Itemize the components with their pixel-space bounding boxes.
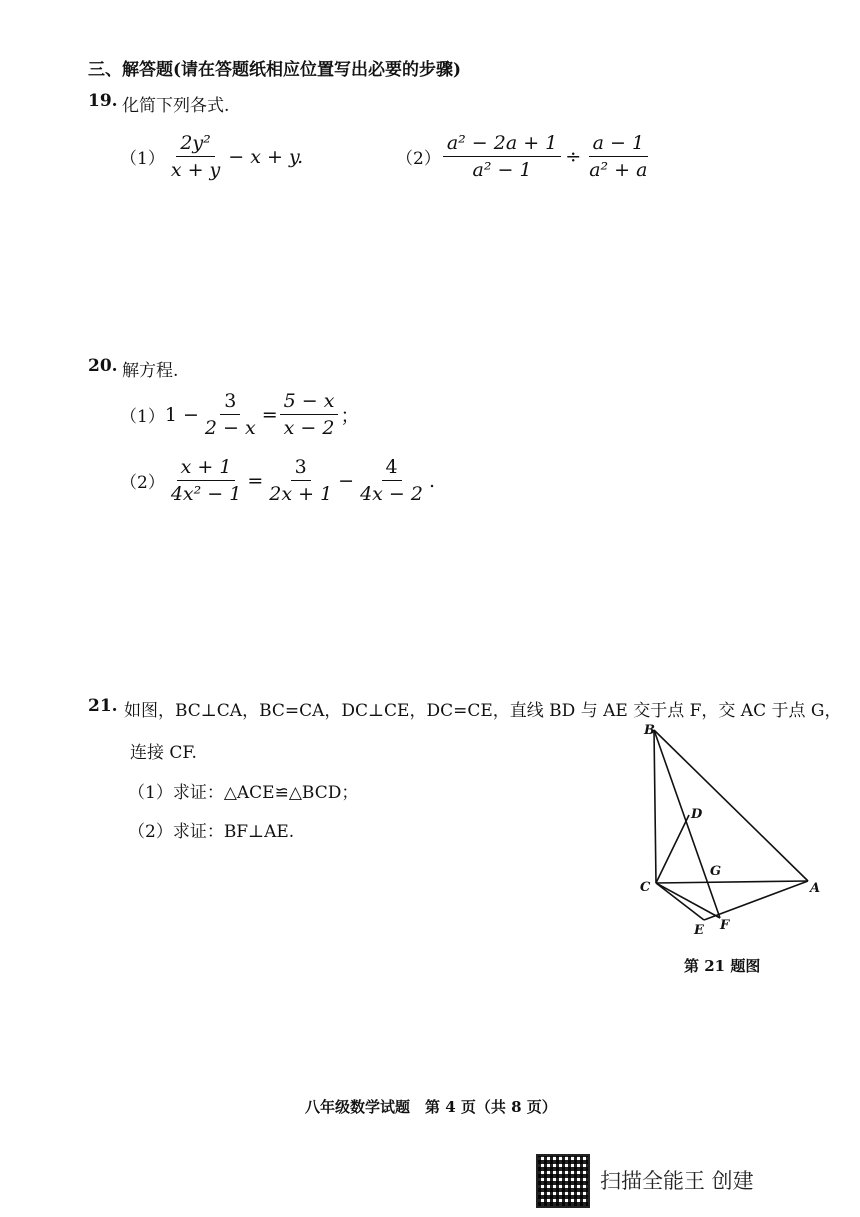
label-c: C [640,880,651,895]
segment-ca [656,881,808,883]
q20-number: 20. [88,356,118,376]
q20-part2-label: （2） [120,473,165,493]
q19-part2-operator: ÷ [565,145,582,168]
q20-part2-numerator-2: 3 [291,456,311,481]
segment-cd [656,815,689,883]
q20-stem: 解方程. [122,361,179,381]
q20-part1-numerator-1: 3 [220,390,240,415]
segment-ce [656,883,704,920]
q19-part2 [396,132,653,181]
q19-part1-fraction [167,132,224,181]
q19-part2-fraction-2 [585,132,651,181]
segment-bc [654,730,656,883]
q20-part2-numerator-1: x + 1 [177,456,236,481]
q20-part2-minus: − [338,469,355,492]
q20-part2-fraction-1 [167,456,246,505]
segment-ea [704,881,808,920]
q19-part1-denominator: x + y [170,159,221,181]
q21-part1: （1）求证：△ACE≌△BCD； [128,783,359,803]
q20-part1-denominator-1: 2 − x [204,417,256,439]
section-title: 三、解答题(请在答题纸相应位置写出必要的步骤) [88,60,462,80]
q20-part1-fraction-1 [201,390,260,439]
q20-part1-numerator-2: 5 − x [280,390,339,415]
q20-part1 [120,390,359,439]
q20-part2 [120,456,435,505]
q21-number: 21. [88,696,118,716]
q20-part1-fraction-2 [280,390,339,439]
q20-part2-denominator-3: 4x − 2 [360,483,423,505]
q20-part2-fraction-2 [265,456,336,505]
q20-part1-end: ； [340,405,360,427]
segment-da [689,815,808,881]
q19-part1 [120,132,305,181]
q19-part1-tail: − x + y. [228,145,304,168]
label-g: G [710,864,722,879]
q20-part2-fraction-3 [356,456,427,505]
q19-part2-numerator-1: a² − 2a + 1 [443,132,561,157]
q21-figure-caption: 第 21 题图 [684,957,761,975]
segment-ba [654,730,808,881]
q21-figure [630,720,830,940]
label-a: A [810,881,821,896]
q19-part1-label: （1） [120,149,165,169]
label-d: D [691,807,703,822]
q20-part2-denominator-1: 4x² − 1 [170,483,242,505]
scanner-watermark: 扫描全能王 创建 [600,1169,754,1193]
q19-number: 19. [88,91,118,111]
q20-part1-equals: = [261,403,278,426]
q19-part2-fraction-1 [443,132,561,181]
q20-part2-end: . [429,469,436,492]
q20-part2-equals: = [247,469,264,492]
q20-part1-lead: 1 − [164,403,199,426]
q20-part1-label: （1） [120,407,165,427]
q19-part2-denominator-2: a² + a [589,159,648,181]
label-f: F [720,918,730,933]
q20-part2-numerator-3: 4 [382,456,402,481]
qr-code-icon [536,1154,590,1208]
q19-part2-denominator-1: a² − 1 [472,159,532,181]
q19-part1-numerator: 2y² [176,132,214,157]
q21-stem-line1: 如图，BC⊥CA，BC=CA，DC⊥CE，DC=CE，直线 BD 与 AE 交于点 F，交 AC 于点 G， [124,701,842,721]
q20-part2-denominator-2: 2x + 1 [269,483,333,505]
q19-part2-label: （2） [396,149,441,169]
page-footer: 八年级数学试题 第 4 页（共 8 页） [305,1098,557,1116]
q19-stem: 化简下列各式. [122,96,230,116]
q21-stem-line2: 连接 CF. [130,743,197,763]
label-e: E [694,923,704,938]
label-b: B [644,723,655,738]
q20-part1-denominator-2: x − 2 [283,417,335,439]
q21-part2: （2）求证：BF⊥AE. [128,822,295,842]
q19-part2-numerator-2: a − 1 [589,132,648,157]
